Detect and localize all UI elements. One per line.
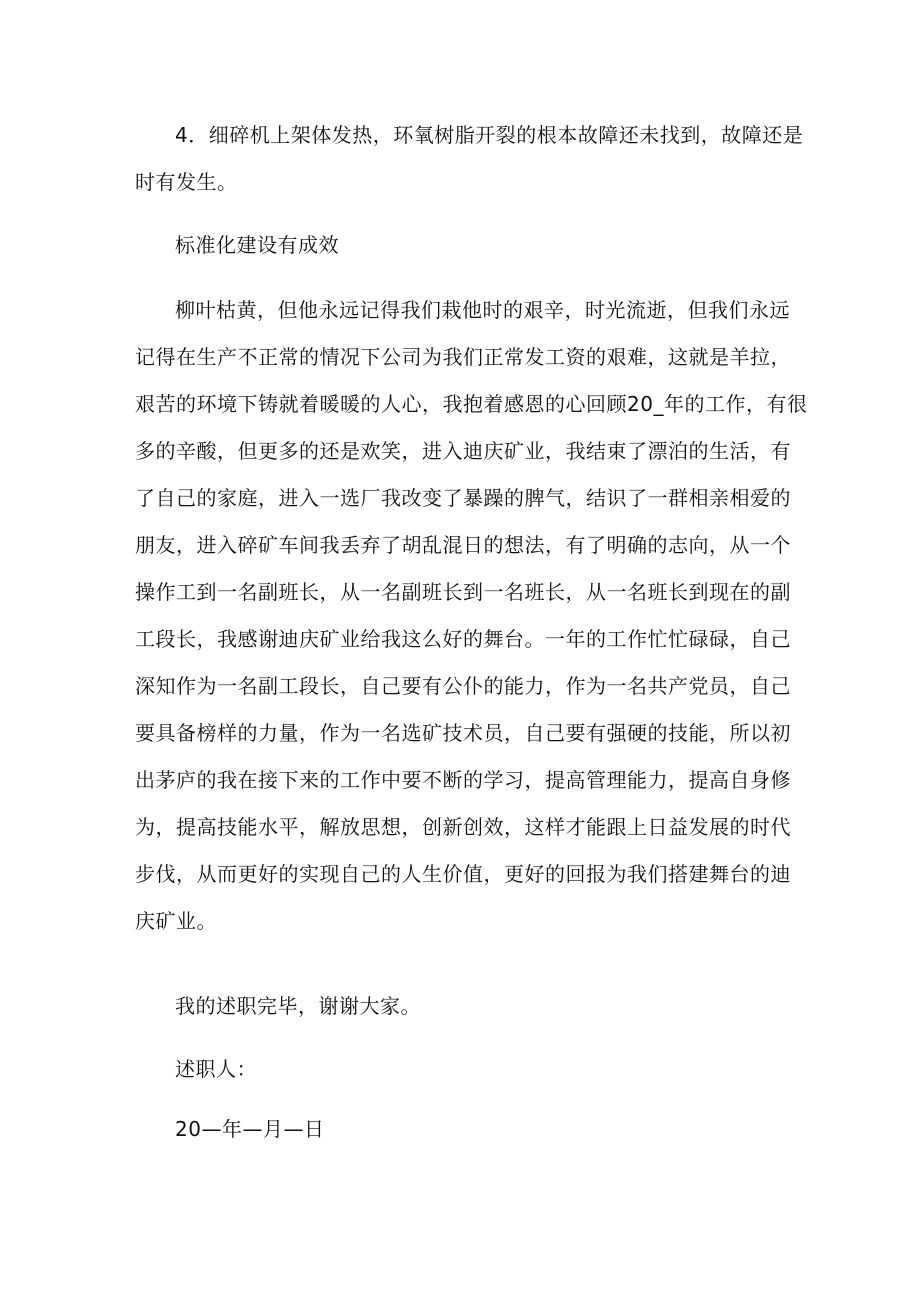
signature-label: 述职人：	[175, 1057, 257, 1081]
section-heading	[135, 222, 785, 269]
text-line: 多的辛酸，但更多的还是欢笑，进入迪庆矿业，我结束了漂泊的生活，有	[135, 439, 791, 463]
text-line: 深知作为一名副工段长，自己要有公仆的能力，作为一名共产党员，自己	[135, 674, 791, 698]
text-line: 了自己的家庭，进入一选厂我改变了暴躁的脾气，结识了一群相亲相爱的	[135, 486, 791, 510]
text-line: 要具备榜样的力量，作为一名选矿技术员，自己要有强硬的技能，所以初	[135, 721, 791, 745]
date-line: 20—年—月—日	[175, 1117, 325, 1141]
paragraph-reflection	[135, 287, 808, 945]
text-line: 为，提高技能水平，解放思想，创新创效，这样才能跟上日益发展的时代	[135, 815, 791, 839]
text-line: 时有发生。	[135, 170, 238, 194]
paragraph-equipment-issue	[135, 112, 804, 206]
text-line: 工段长，我感谢迪庆矿业给我这么好的舞台。一年的工作忙忙碌碌，自己	[135, 627, 791, 651]
text-line: 步伐，从而更好的实现自己的人生价值，更好的回报为我们搭建舞台的迪	[135, 862, 791, 886]
text-line: 操作工到一名副班长，从一名副班长到一名班长，从一名班长到现在的副	[135, 580, 791, 604]
text-line: 庆矿业。	[135, 909, 217, 933]
text-line: 4．细碎机上架体发热，环氧树脂开裂的根本故障还未找到，故障还是	[175, 123, 804, 147]
text-line: 出茅庐的我在接下来的工作中要不断的学习，提高管理能力，提高自身修	[135, 768, 791, 792]
closing-statement	[135, 983, 785, 1030]
text-line: 柳叶枯黄，但他永远记得我们栽他时的艰辛，时光流逝，但我们永远	[175, 298, 790, 322]
text-line: 记得在生产不正常的情况下公司为我们正常发工资的艰难，这就是羊拉，	[135, 345, 791, 369]
closing-text: 我的述职完毕，谢谢大家。	[175, 994, 421, 1018]
text-line: 艰苦的环境下铸就着暖暖的人心，我抱着感恩的心回顾20_年的工作，有很	[135, 392, 808, 416]
signature-block	[135, 1046, 785, 1093]
date-block	[135, 1106, 785, 1153]
heading-text: 标准化建设有成效	[175, 233, 339, 257]
text-line: 朋友，进入碎矿车间我丢弃了胡乱混日的想法，有了明确的志向，从一个	[135, 533, 791, 557]
